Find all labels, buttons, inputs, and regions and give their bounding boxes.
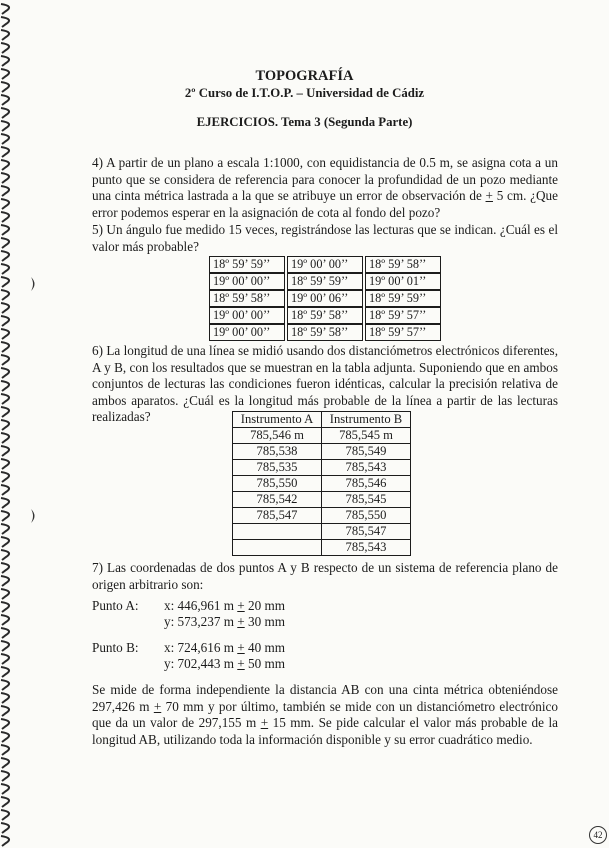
table-cell: 18º 59’ 59’’ (365, 290, 441, 307)
spiral-coil (1, 680, 9, 690)
coordinate-value: x: 446,961 m (164, 598, 238, 613)
plus-minus-sign: + (260, 715, 269, 731)
spiral-coil (1, 56, 9, 66)
spiral-coil (1, 225, 9, 235)
spiral-coil (1, 693, 9, 703)
spiral-coil (1, 368, 9, 378)
spiral-coil (1, 615, 9, 625)
table-cell: 18º 59’ 59’’ (287, 273, 363, 290)
spiral-coil (1, 43, 9, 53)
spiral-coil (1, 277, 9, 287)
table-row (233, 540, 411, 556)
plus-minus-sign: + (237, 640, 245, 655)
table-row (233, 428, 411, 444)
coordinate-error: 50 mm (244, 656, 285, 671)
spiral-coil (1, 251, 9, 261)
table-cell: 18º 59’ 59’’ (209, 256, 285, 273)
spiral-coil (1, 433, 9, 443)
coordinate-error: 40 mm (244, 640, 285, 655)
spiral-coil (1, 459, 9, 469)
table-cell: 19º 00’ 00’’ (209, 273, 285, 290)
point-a-x (164, 598, 285, 615)
table-cell (233, 524, 322, 540)
spiral-coil (1, 407, 9, 417)
plus-minus-sign: + (237, 656, 245, 671)
table-row (209, 307, 441, 324)
spiral-coil (1, 511, 9, 521)
coordinate-value: y: 573,237 m (164, 614, 238, 629)
exercise-7-intro: 7) Las coordenadas de dos puntos A y B respecto de un sistema de referencia plano de origen arbitrario son: (92, 560, 558, 592)
table-row (233, 444, 411, 460)
exercise-7-part-b: 70 mm y por último, también se mide con un distanciómetro electrónico que da un valor de 297,155 m (92, 698, 558, 731)
exercise-7-part-c: 15 mm. Se pide calcular el valor más probable de la longitud AB, utilizando toda la información disponible y su error cuadrático medio. (92, 715, 558, 747)
table-cell: 785,546 (322, 476, 411, 492)
spiral-coil (1, 342, 9, 352)
spiral-coil (1, 173, 9, 183)
spiral-coil (1, 784, 9, 794)
table-cell: 18º 59’ 57’’ (365, 324, 441, 341)
spiral-coil (1, 524, 9, 534)
point-b-x (164, 640, 285, 657)
table-cell: 18º 59’ 58’’ (365, 256, 441, 273)
table-row (233, 460, 411, 476)
table-header-row (233, 412, 411, 428)
spiral-coil (1, 199, 9, 209)
table-cell: 785,545 (322, 492, 411, 508)
table-cell: 785,549 (322, 444, 411, 460)
spiral-coil (1, 316, 9, 326)
coordinate-value: x: 724,616 m (164, 640, 238, 655)
punch-hole (28, 508, 38, 524)
plus-minus-sign: + (485, 188, 493, 204)
table-cell: 785,545 m (322, 428, 411, 444)
spiral-coil (1, 706, 9, 716)
spiral-coil (1, 719, 9, 729)
spiral-coil (1, 576, 9, 586)
point-a-label: Punto A: (92, 598, 139, 613)
spiral-coil (1, 823, 9, 833)
spiral-coil (1, 238, 9, 248)
spiral-coil (1, 654, 9, 664)
spiral-coil (1, 771, 9, 781)
table-cell: 785,547 (233, 508, 322, 524)
point-b-y (164, 656, 285, 673)
point-a-y (164, 614, 285, 631)
table-cell: 19º 00’ 00’’ (209, 324, 285, 341)
table-cell: 18º 59’ 58’’ (287, 324, 363, 341)
column-header: Instrumento B (322, 412, 411, 428)
table-cell: 19º 00’ 01’’ (365, 273, 441, 290)
angle-readings-table (207, 256, 443, 341)
course-subtitle: 2º Curso de I.T.O.P. – Universidad de Cádiz (184, 86, 425, 100)
spiral-coil (1, 394, 9, 404)
instrument-readings-table (232, 411, 411, 556)
page-title: TOPOGRAFÍA (255, 68, 354, 84)
spiral-coil (1, 30, 9, 40)
spiral-coil (1, 264, 9, 274)
table-cell: 785,542 (233, 492, 322, 508)
table-cell: 785,543 (322, 460, 411, 476)
punch-hole (28, 276, 38, 292)
spiral-coil (1, 745, 9, 755)
table-cell: 18º 59’ 58’’ (287, 307, 363, 324)
spiral-coil (1, 212, 9, 222)
spiral-coil (1, 381, 9, 391)
spiral-coil (1, 420, 9, 430)
point-b-label: Punto B: (92, 640, 139, 655)
spiral-coil (1, 485, 9, 495)
exercise-4 (92, 155, 558, 221)
spiral-coil (1, 498, 9, 508)
spiral-coil (1, 836, 9, 846)
spiral-coil (1, 303, 9, 313)
spiral-coil (1, 160, 9, 170)
spiral-coil (1, 355, 9, 365)
exercise-4-text: 4) A partir de un plano a escala 1:1000, con equidistancia de 0.5 m, se asigna cota a un punto que se considera de referencia para conocer la profundidad de un pozo mediante una cinta métrica lastrada a la que se atribuye un error de observación de (92, 155, 558, 204)
table-cell: 19º 00’ 00’’ (287, 256, 363, 273)
column-header: Instrumento A (233, 412, 322, 428)
spiral-coil (1, 641, 9, 651)
plus-minus-sign: + (237, 614, 245, 629)
plus-minus-sign: + (153, 698, 162, 714)
spiral-coil (1, 290, 9, 300)
spiral-coil (1, 797, 9, 807)
table-cell: 18º 59’ 58’’ (209, 290, 285, 307)
table-cell: 785,543 (322, 540, 411, 556)
spiral-coil (1, 134, 9, 144)
table-cell: 785,550 (233, 476, 322, 492)
table-row (209, 256, 441, 273)
table-row (233, 508, 411, 524)
exercise-7-text (92, 682, 558, 748)
spiral-coil (1, 472, 9, 482)
table-row (233, 492, 411, 508)
spiral-coil (1, 667, 9, 677)
coordinate-value: y: 702,443 m (164, 656, 238, 671)
table-cell: 785,550 (322, 508, 411, 524)
spiral-coil (1, 147, 9, 157)
exercise-5: 5) Un ángulo fue medido 15 veces, registrándose las lecturas que se indican. ¿Cuál es el valor más probable? (92, 222, 558, 254)
spiral-coil (1, 810, 9, 820)
plus-minus-sign: + (237, 598, 245, 613)
spiral-coil (1, 537, 9, 547)
spiral-coil (1, 628, 9, 638)
section-title: EJERCICIOS. Tema 3 (Segunda Parte) (196, 115, 413, 129)
spiral-coil (1, 563, 9, 573)
coordinate-error: 20 mm (244, 598, 285, 613)
exercise-7-part-a: Se mide de forma independiente la distancia AB con una cinta métrica obteniéndose 297,426 m (92, 682, 558, 714)
table-cell (233, 540, 322, 556)
table-row (209, 324, 441, 341)
exercise-6: 6) La longitud de una línea se midió usando dos distanciómetros electrónicos diferentes, A y B, con los resultados que se muestran en la tabla adjunta. Suponiendo que en ambos conjuntos de lecturas las condiciones fueron idénticas, calcular la precisión relativa de ambos aparatos. ¿Cuál es la longitud más probable de la línea a partir de las lecturas realizadas? (92, 343, 558, 425)
table-row (209, 290, 441, 307)
spiral-coil (1, 186, 9, 196)
exercise-4-text-end: 5 cm. ¿Que error podemos esperar en la asignación de cota al fondo del pozo? (92, 188, 559, 220)
spiral-coil (1, 602, 9, 612)
table-cell: 785,547 (322, 524, 411, 540)
table-row (209, 273, 441, 290)
spiral-coil (1, 732, 9, 742)
page-number: 42 (589, 826, 607, 844)
spiral-coil (1, 4, 9, 14)
spiral-coil (1, 329, 9, 339)
spiral-coil (1, 446, 9, 456)
spiral-coil (1, 589, 9, 599)
spiral-coil (1, 758, 9, 768)
coordinate-error: 30 mm (244, 614, 285, 629)
table-cell: 19º 00’ 06’’ (287, 290, 363, 307)
table-row (233, 524, 411, 540)
table-cell: 18º 59’ 57’’ (365, 307, 441, 324)
table-cell: 19º 00’ 00’’ (209, 307, 285, 324)
table-cell: 785,538 (233, 444, 322, 460)
table-cell: 785,546 m (233, 428, 322, 444)
spiral-coil (1, 17, 9, 27)
table-row (233, 476, 411, 492)
spiral-coil (1, 550, 9, 560)
table-cell: 785,535 (233, 460, 322, 476)
